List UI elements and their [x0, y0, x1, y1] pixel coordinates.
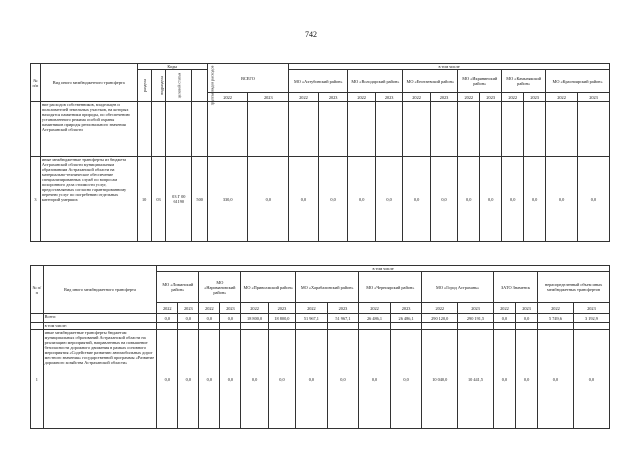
value-cell: 0,0 [199, 330, 220, 429]
value-cell: 5 749,6 [538, 314, 574, 323]
value-cell: 0,0 [248, 157, 289, 242]
code-header-group: группы видов расходов [209, 65, 215, 106]
row-name: иные межбюджетные трансферты из бюджета Астраханской области муниципальным образованиям Астраханской области на материально-техническое обеспечение специализированных служб по вопросам похоронного дела стоимости услуг, предоставляемых согласно гарантированному перечню услуг по погребению отдельных категорий умерших [40, 157, 137, 242]
value-cell: 10 040,0 [422, 330, 458, 429]
table-row [31, 323, 610, 330]
value-cell: 18 800,0 [268, 314, 295, 323]
col-header-incl: в том числе [289, 64, 610, 70]
table-row [31, 157, 610, 242]
value-cell: 0,0 [327, 330, 359, 429]
value-cell: 0,0 [157, 330, 178, 429]
year-header: 2022 [502, 93, 524, 102]
year-header: 2022 [348, 93, 375, 102]
row-num: 1 [31, 330, 44, 429]
year-header: 2022 [422, 303, 458, 314]
value-cell: 0,0 [199, 314, 220, 323]
year-header: 2023 [577, 93, 609, 102]
col-header-num: № п/п [31, 64, 41, 102]
value-cell: 290 120,0 [422, 314, 458, 323]
row-continued-text: ние расходов собственников, владельцев и пользователей земельных участков, на которых находятся памятники природы, по обеспечению установленного режима особой охраны памятников природы регионального значения Астраханской области [40, 102, 137, 157]
col-header-name: Вид иного межбюджетного трансферта [40, 64, 137, 102]
value-cell: 0,0 [493, 314, 515, 323]
mo-header: нераспределенный объем иных межбюджетных трансфертов [538, 272, 610, 303]
value-cell: 0,0 [220, 330, 241, 429]
value-cell: 0,0 [178, 314, 199, 323]
mo-header: МО «Икрянинский район» [458, 70, 502, 93]
value-cell: 0,0 [573, 330, 609, 429]
year-header: 2022 [157, 303, 178, 314]
value-cell: 0,0 [390, 330, 422, 429]
table-row [31, 330, 610, 429]
mo-header: МО «Володарский район» [348, 70, 403, 93]
value-cell: 0,0 [524, 157, 546, 242]
mo-header: МО «Харабалинский район» [296, 272, 359, 303]
page-number: 742 [305, 30, 317, 39]
row-name: иные межбюджетные трансферты бюджетам муниципальных образований Астраханской области на реализацию мероприятий, направленных на повышение безопасности дорожного движения в рамках основного мероприятия «Содействие развитию автомобильных дорог местного значения» государственной программы «Развитие дорожного хозяйства Астраханской области» [43, 330, 157, 429]
value-cell: 3 192,9 [573, 314, 609, 323]
value-cell: 0,0 [480, 157, 502, 242]
mo-header: МО «Ахтубинский район» [289, 70, 348, 93]
value-cell: 0,0 [268, 330, 295, 429]
value-cell: 0,0 [220, 314, 241, 323]
year-header: 2023 [573, 303, 609, 314]
value-cell: 0,0 [318, 157, 348, 242]
year-header: 2023 [327, 303, 359, 314]
year-header: 2022 [359, 303, 391, 314]
row-name: в том числе: [43, 323, 157, 330]
value-cell: 0,0 [157, 314, 178, 323]
mo-header: ЗАТО Знаменск [493, 272, 537, 303]
year-header: 2022 [493, 303, 515, 314]
col-header-codes: Коды [137, 64, 207, 70]
value-cell: 0,0 [403, 157, 430, 242]
year-header: 2023 [524, 93, 546, 102]
year-header: 2023 [458, 303, 494, 314]
value-cell: 0,0 [359, 330, 391, 429]
transfer-table-part1 [30, 63, 610, 242]
mo-header: МО «Лиманский район» [157, 272, 199, 303]
value-cell: 0,0 [348, 157, 375, 242]
mo-header: МО «Город Астрахань» [422, 272, 494, 303]
year-header: 2023 [268, 303, 295, 314]
value-cell: 0,0 [296, 330, 328, 429]
value-cell: 0,0 [546, 157, 578, 242]
table-row [31, 102, 610, 157]
col-header-num: № п/п [31, 266, 44, 314]
value-cell: 0,0 [430, 157, 457, 242]
year-header: 2022 [538, 303, 574, 314]
code-cell: 10 [137, 157, 151, 242]
year-header: 2023 [430, 93, 457, 102]
mo-header: МО «Камызякский район» [502, 70, 546, 93]
col-header-incl: в том числе [157, 266, 610, 272]
value-cell: 0,0 [241, 330, 268, 429]
code-header-target: целевой статьи [176, 72, 182, 99]
transfer-table-part2 [30, 265, 610, 429]
value-cell: 0,0 [577, 157, 609, 242]
year-header: 2023 [390, 303, 422, 314]
year-header: 2023 [515, 303, 537, 314]
value-cell: 0,0 [502, 157, 524, 242]
year-header: 2023 [248, 93, 289, 102]
value-cell: 51 967,1 [327, 314, 359, 323]
code-cell: 500 [192, 157, 207, 242]
year-header: 2022 [207, 93, 248, 102]
value-cell: 290 191,5 [458, 314, 494, 323]
row-num: 3 [31, 157, 41, 242]
year-header: 2023 [318, 93, 348, 102]
value-cell: 10 441,5 [458, 330, 494, 429]
mo-header: МО «Красноярский район» [546, 70, 610, 93]
mo-header: МО «Наримановский район» [199, 272, 241, 303]
mo-header: МО «Черноярский район» [359, 272, 422, 303]
row-name: Всего: [43, 314, 157, 323]
value-cell: 26 486,1 [359, 314, 391, 323]
mo-header: МО «Енотаевский район» [403, 70, 458, 93]
value-cell: 0,0 [178, 330, 199, 429]
year-header: 2022 [241, 303, 268, 314]
value-cell: 0,0 [515, 314, 537, 323]
code-header-subsection: подраздела [158, 76, 164, 95]
year-header: 2022 [296, 303, 328, 314]
year-header: 2023 [220, 303, 241, 314]
year-header: 2022 [458, 93, 480, 102]
year-header: 2022 [289, 93, 319, 102]
value-cell: 0,0 [458, 157, 480, 242]
table-row-total [31, 314, 610, 323]
value-cell: 0,0 [538, 330, 574, 429]
year-header: 2023 [480, 93, 502, 102]
value-cell: 51 967,1 [296, 314, 328, 323]
code-cell: 03 [151, 157, 165, 242]
code-header-section: раздела [141, 79, 147, 92]
year-header: 2022 [546, 93, 578, 102]
col-header-name: Вид иного межбюджетного трансферта [43, 266, 157, 314]
col-header-total: ВСЕГО [207, 64, 288, 93]
value-cell: 0,0 [289, 157, 319, 242]
year-header: 2022 [199, 303, 220, 314]
value-cell: 0,0 [375, 157, 402, 242]
year-header: 2023 [178, 303, 199, 314]
mo-header: МО «Приволжский район» [241, 272, 296, 303]
code-cell: 03 Г 00 61190 [166, 157, 192, 242]
year-header: 2023 [375, 93, 402, 102]
value-cell: 0,0 [493, 330, 515, 429]
value-cell: 330,0 [207, 157, 248, 242]
value-cell: 26 486,1 [390, 314, 422, 323]
value-cell: 18 800,0 [241, 314, 268, 323]
value-cell: 0,0 [515, 330, 537, 429]
year-header: 2022 [403, 93, 430, 102]
